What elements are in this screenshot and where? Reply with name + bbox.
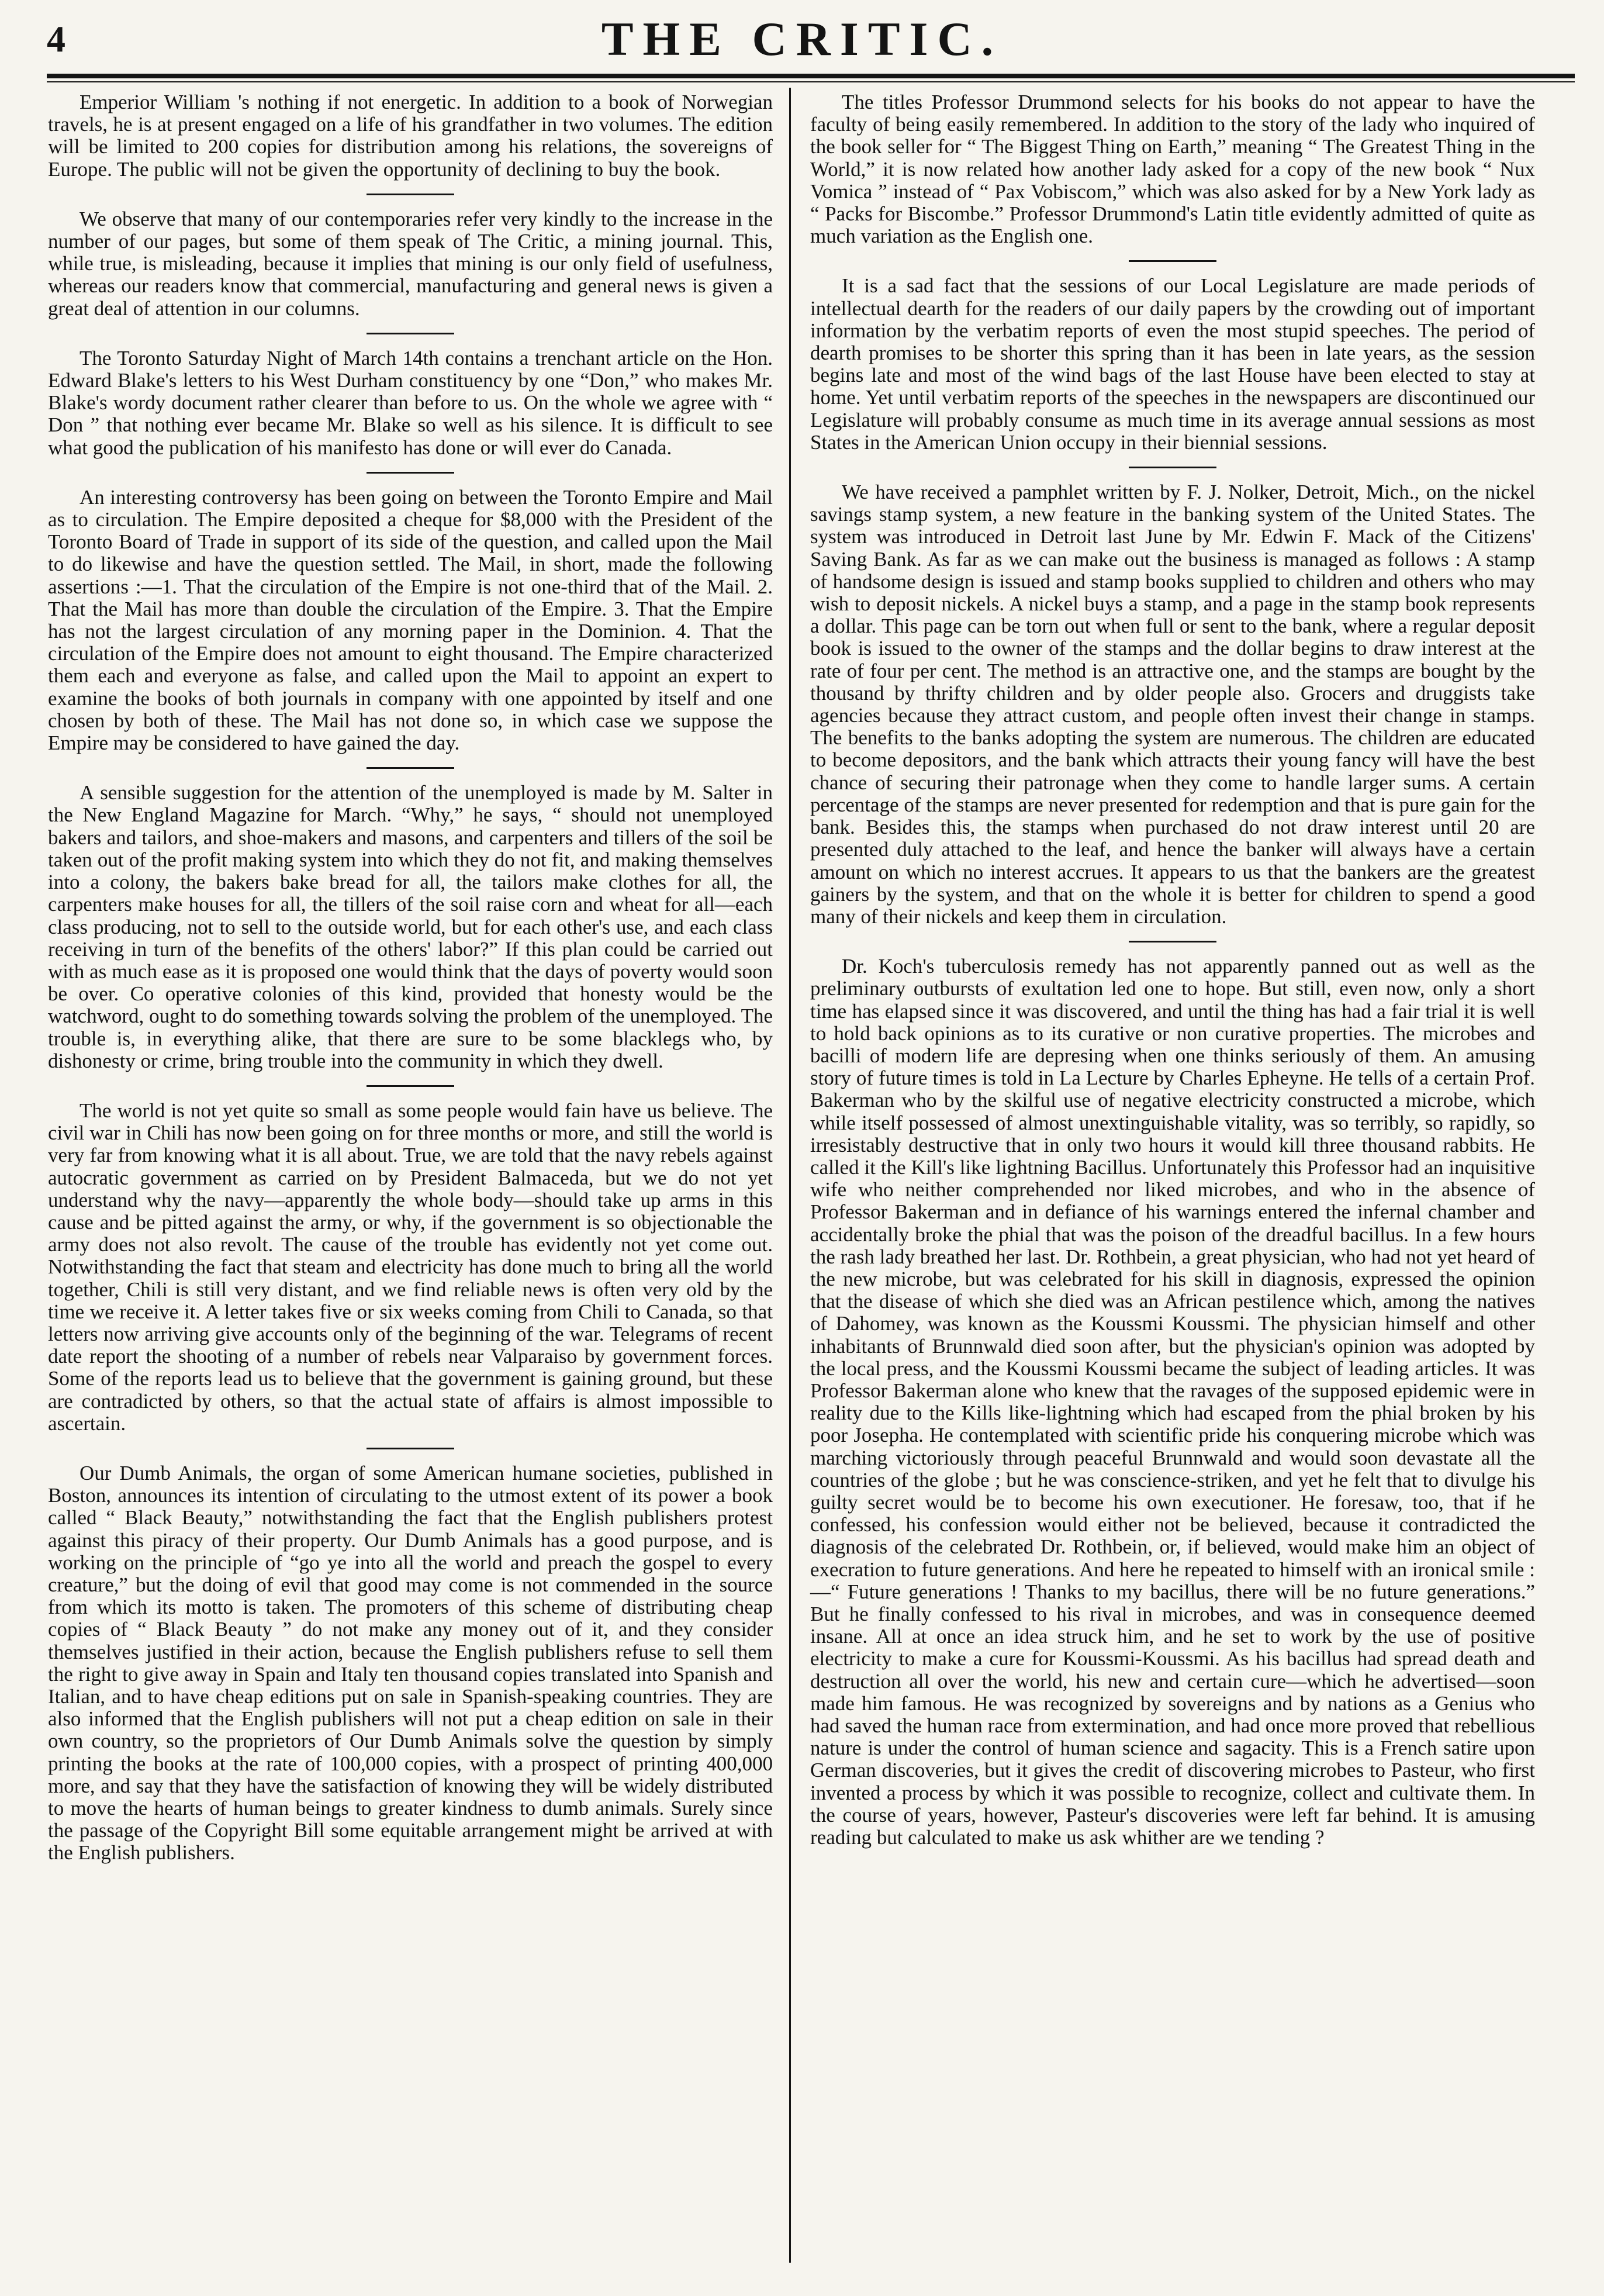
paragraph-drummond: The titles Professor Drummond selects for his books do not appear to have the faculty of being easily remembered. In addition to the story of the lady who inquired of the book seller for “ The Biggest Thing on Earth,” meaning “ The Greatest Thing in the World,” it is now related how another lady asked for a copy of the new book “ Nux Vomica ” instead of “ Pax Vobiscom,” which was also asked for by a New York lady as “ Packs for Biscombe.” Professor Drummond's Latin title evidently admitted of quite as much variation as the English one. <box>810 91 1535 248</box>
masthead-title: THE CRITIC. <box>601 12 1003 65</box>
separator-rule <box>367 194 454 195</box>
left-column <box>48 91 773 1865</box>
paragraph-saturday-night: The Toronto Saturday Night of March 14th contains a trenchant article on the Hon. Edward Blake's letters to his West Durham constituency by one “Don,” who makes Mr. Blake's wordy document rather clearer than before to us. On the whole we agree with “ Don ” that nothing ever became Mr. Blake so well as his silence. It is difficult to see what good the publication of his manifesto has done or will ever do Canada. <box>48 346 773 459</box>
paragraph-nickel-stamps: We have received a pamphlet written by F. J. Nolker, Detroit, Mich., on the nickel savings stamp system, a new feature in the banking system of the United States. The system was introduced in Detroit last June by Mr. Edwin F. Mack of the Citizens' Saving Bank. As far as we can make out the business is managed as follows : A stamp of handsome design is issued and stamp books supplied to children and others who may wish to deposit nickels. A nickel buys a stamp, and a page in the stamp book represents a dollar. This page can be torn out when full or sent to the bank, where a regular deposit book is issued to the owner of the stamps and the dollar begins to draw interest at the rate of four per cent. The method is an attractive one, and the stamps are bought by the thousand by thrifty children and by older people also. Grocers and druggists take agencies because they attract custom, and people often invest their change in stamps. The benefits to the banks adopting the system are numerous. The children are educated to become depositors, and the bank which attracts their young fancy will have the best chance of securing their patronage when they come to handle larger sums. A certain percentage of the stamps are never presented for redemption and that is pure gain for the bank. Besides this, the stamps when purchased do not draw interest until 20 are presented duly attached to the leaf, and hence the banker will always have a certain amount on which no interest accrues. It appears to us that the bankers are the greatest gainers by the system, and that on the whole it is better for children to spend a good many of their nickels and keep them in circulation. <box>810 481 1535 928</box>
column-divider <box>789 88 791 2263</box>
paragraph-contemporaries: We observe that many of our contemporaries refer very kindly to the increase in the number of our pages, but some of them speak of The Critic, a mining journal. This, while true, is misleading, because it implies that mining is our only field of usefulness, whereas our readers know that commercial, manufacturing and general news is given a great deal of attention in our columns. <box>48 207 773 320</box>
paragraph-koch-remedy: Dr. Koch's tuberculosis remedy has not apparently panned out as well as the preliminary outbursts of exultation led one to hope. But still, even now, only a short time has elapsed since it was discovered, and until the thing has had a fair trial it is well to hold back opinions as to its curative or non curative properties. The microbes and bacilli of modern life are depresing when one thinks seriously of them. An amusing story of future times is told in La Lecture by Charles Epheyne. He tells of a certain Prof. Bakerman who by the skilful use of negative electricity constructed a microbe, which while itself possessed of almost unextinguishable vitality, was so terribly, so rapidly, so irresistably destructive that in only two hours it would kill three thousand rabbits. He called it the Kill's like lightning Bacillus. Unfortunately this Professor had an inquisitive wife who neither comprehended nor liked microbes, and who in the absence of Professor Bakerman and in defiance of his warnings entered the infernal chamber and accidentally broke the phial that was the poison of the dreadful bacillus. In a few hours the rash lady breathed her last. Dr. Rothbein, a great physician, who had not yet heard of the new microbe, but was celebrated for his skill in diagnosis, expressed the opinion that the disease of which she died was an African pestilence which, among the natives of Dahomey, was known as the Koussmi Koussmi. The physician himself and other inhabitants of Brunnwald died soon after, but the physician's opinion was adopted by the local press, and the Koussmi Koussmi became the subject of leading articles. It was Professor Bakerman alone who knew that the ravages of the supposed epidemic were in reality due to the Kills like-lightning which had escaped from the phial broken by his poor Josepha. He contemplated with scientific pride his conquering microbe which was marching victoriously through peaceful Brunnwald and would soon devastate all the countries of the globe ; but he was conscience-striken, and yet he felt that to divulge his guilty secret would be to become his own executioner. He foresaw, too, that if he confessed, his confession would either not be believed, because it contradicted the diagnosis of the celebrated Dr. Rothbein, or, if believed, would make him an object of execration to future generations. And here he repeated to himself with an ironical smile :—“ Future generations ! Thanks to my bacillus, there will be no future generations.” But he finally confessed to his rival in microbes, and was in consequence deemed insane. All at once an idea struck him, and he set to work by the use of positive electricity to make a cure for Koussmi-Koussmi. As his bacillus had spread death and destruction all over the world, his new and certain cure—which he advertised—soon made him famous. He was recognized by sovereigns and by nations as a Genius who had saved the human race from extermination, and had once more proved that rebellious nature is under the control of human science and sagacity. This is a French satire upon German discoveries, but it gives the credit of discovering microbes to Pasteur, who first invented a process by which it was possible to recognize, collect and cultivate them. In the course of years, however, Pasteur's discoveries were left far behind. It is amusing reading but calculated to make us ask whither are we tending ? <box>810 955 1535 1849</box>
paragraph-emperor-william: Emperior William 's nothing if not energetic. In addition to a book of Norwegian travels, he is at present engaged on a life of his grandfather in two volumes. The edition will be limited to 200 copies for distribution among his relations, the sovereigns of Europe. The public will not be given the opportunity of declining to buy the book. <box>48 91 773 181</box>
paragraph-chili-war: The world is not yet quite so small as some people would fain have us believe. The civil war in Chili has now been going on for three months or more, and still the world is very far from knowing what it is all about. True, we are told that the navy rebels against autocratic government as carried on by President Balmaceda, but we do not yet understand why the navy—apparently the whole body—should take up arms in this cause and be pitted against the army, or why, if the government is so objectionable the army does not also revolt. The cause of the trouble has evidently not yet come out. Notwithstanding the fact that steam and electricity has done much to bring all the world together, Chili is still very distant, and we find reliable news is often very old by the time we receive it. A letter takes five or six weeks coming from Chili to Canada, so that letters now arriving give accounts only of the beginning of the war. Telegrams of recent date report the shooting of a number of rebels near Valparaiso by government forces. Some of the reports lead us to believe that the government is gaining ground, but these are contradicted by others, so that the actual state of affairs is almost impossible to ascertain. <box>48 1099 773 1435</box>
separator-rule <box>1129 467 1216 468</box>
separator-rule <box>367 472 454 474</box>
right-column <box>810 91 1535 1849</box>
paragraph-unemployed: A sensible suggestion for the attention of the unemployed is made by M. Salter in the New England Magazine for March. “Why,” he says, “ should not unemployed bakers and tailors, and shoe-makers and masons, and carpenters and tillers of the soil be taken out of the profit making system into which they do not fit, and making themselves into a colony, the bakers bake bread for all, the tailors make clothes for all, the carpenters make houses for all, the tillers of the soil raise corn and wheat for all—each class producing, not to sell to the outside world, but for each other's use, and each class receiving in turn of the benefits of the others' labor?” If this plan could be carried out with as much ease as it is proposed one would think that the days of poverty would soon be over. Co operative colonies of this kind, provided that honesty would be the watchword, ought to do something towards solving the problem of the unemployed. The trouble is, in everything alike, that there are sure to be some blacklegs who, by dishonesty or crime, bring trouble into the community in which they dwell. <box>48 781 773 1072</box>
separator-rule <box>367 1085 454 1087</box>
paragraph-empire-mail: An interesting controversy has been going on between the Toronto Empire and Mail as to circulation. The Empire deposited a cheque for $8,000 with the President of the Toronto Board of Trade in support of its side of the question, and called upon the Mail to do likewise and have the question settled. The Mail, in short, made the following assertions :—1. That the circulation of the Empire is not one-third that of the Mail. 2. That the Mail has more than double the circulation of the Empire. 3. That the Empire has not the largest circulation of any morning paper in the Dominion. 4. That the circulation of the Empire does not amount to eight thousand. The Empire characterized them each and everyone as false, and called upon the Mail to appoint an expert to examine the books of both journals in company with one appointed by itself and one chosen by both of these. The Mail has not done so, in which case we suppose the Empire may be considered to have gained the day. <box>48 485 773 755</box>
separator-rule <box>367 767 454 769</box>
page-number: 4 <box>47 18 65 60</box>
paragraph-legislature: It is a sad fact that the sessions of our Local Legislature are made periods of intellectual dearth for the readers of our daily papers by the crowding out of important information by the verbatim reports of even the most stupid speeches. The period of dearth promises to be shorter this spring than it has been in late years, as the session begins late and most of the wind bags of the last House have been elected to stay at home. Yet until verbatim reports of the speeches in the newspapers are discontinued our Legislature will probably consume as much time in its average annual sessions as most States in the American Union occupy in their biennial sessions. <box>810 274 1535 454</box>
separator-rule <box>1129 260 1216 262</box>
separator-rule <box>367 333 454 334</box>
separator-rule <box>367 1448 454 1449</box>
paragraph-dumb-animals: Our Dumb Animals, the organ of some American humane societies, published in Boston, announces its intention of circulating to the utmost extent of its power a book called “ Black Beauty,” notwithstanding the fact that the English publishers protest against this piracy of their property. Our Dumb Animals has a good purpose, and is working on the principle of “go ye into all the world and preach the gospel to every creature,” but the doing of evil that good may come is not commended in the source from which its motto is taken. The promoters of this scheme of distributing cheap copies of “ Black Beauty ” do not make any money out of it, and they consider themselves justified in their action, because the English publishers refuse to sell them the right to give away in Spain and Italy ten thousand copies translated into Spanish and Italian, and to have cheap editions put on sale in Spanish-speaking countries. They are also informed that the English publishers will not put a cheap edition on sale in their own country, so the proprietors of Our Dumb Animals solve the question by simply printing the books at the rate of 100,000 copies, with a prospect of printing 400,000 more, and say that they have the satisfaction of knowing they will be widely distributed to move the hearts of human beings to greater kindness to dumb animals. Surely since the passage of the Copyright Bill some equitable arrangement might be arrived at with the English publishers. <box>48 1461 773 1865</box>
separator-rule <box>1129 941 1216 942</box>
header-rule <box>47 74 1575 82</box>
